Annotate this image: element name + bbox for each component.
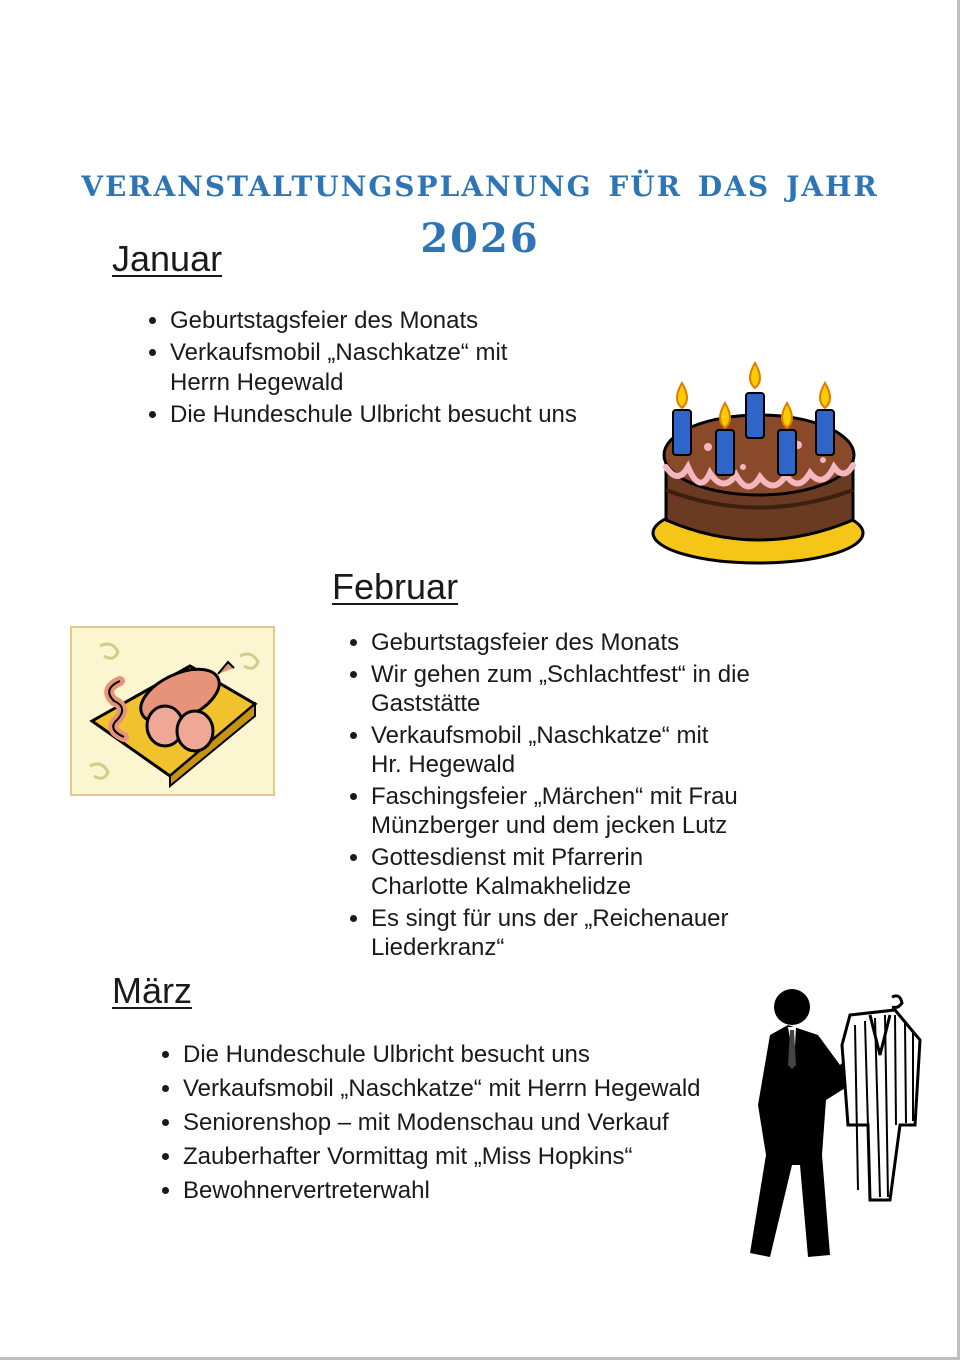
february-event-list: [343, 628, 841, 965]
list-item: • Geburtstagsfeier des Monats: [170, 306, 670, 336]
march-event-list: [155, 1038, 803, 1208]
january-event-list: [142, 306, 670, 432]
sausage-platter-icon: [70, 626, 275, 796]
list-item: • Gottesdienst mit Pfarrerin Charlotte Kalmakhelidze: [371, 843, 681, 901]
list-item: • Verkaufsmobil „Naschkatze“ mit Herrn Hegewald: [183, 1072, 803, 1106]
month-heading-january: Januar: [112, 238, 223, 279]
birthday-cake-icon: [648, 355, 873, 570]
list-item: • Die Hundeschule Ulbricht besucht uns: [183, 1038, 803, 1072]
list-item: • Seniorenshop – mit Modenschau und Verkauf: [183, 1106, 803, 1140]
list-item: • Es singt für uns der „Reichenauer Liederkranz“: [371, 904, 841, 962]
page-title: veranstaltungsplanung für das jahr 2026: [81, 158, 879, 262]
list-item: • Geburtstagsfeier des Monats: [371, 628, 841, 657]
month-heading-february: Februar: [332, 566, 459, 607]
list-item: • Wir gehen zum „Schlachtfest“ in die Gaststätte: [371, 660, 841, 718]
list-item: • Bewohnervertreterwahl: [183, 1174, 803, 1208]
list-item: • Die Hundeschule Ulbricht besucht uns: [170, 400, 670, 430]
man-with-suit-silhouette-icon: [730, 985, 930, 1265]
list-item: • Faschingsfeier „Märchen“ mit Frau Münzberger und dem jecken Lutz: [371, 782, 841, 840]
month-heading-march: März: [112, 970, 192, 1011]
list-item: • Verkaufsmobil „Naschkatze“ mit Herrn Hegewald: [170, 338, 540, 398]
list-item: • Verkaufsmobil „Naschkatze“ mit Hr. Hegewald: [371, 721, 741, 779]
list-item: • Zauberhafter Vormittag mit „Miss Hopkins“: [183, 1140, 803, 1174]
